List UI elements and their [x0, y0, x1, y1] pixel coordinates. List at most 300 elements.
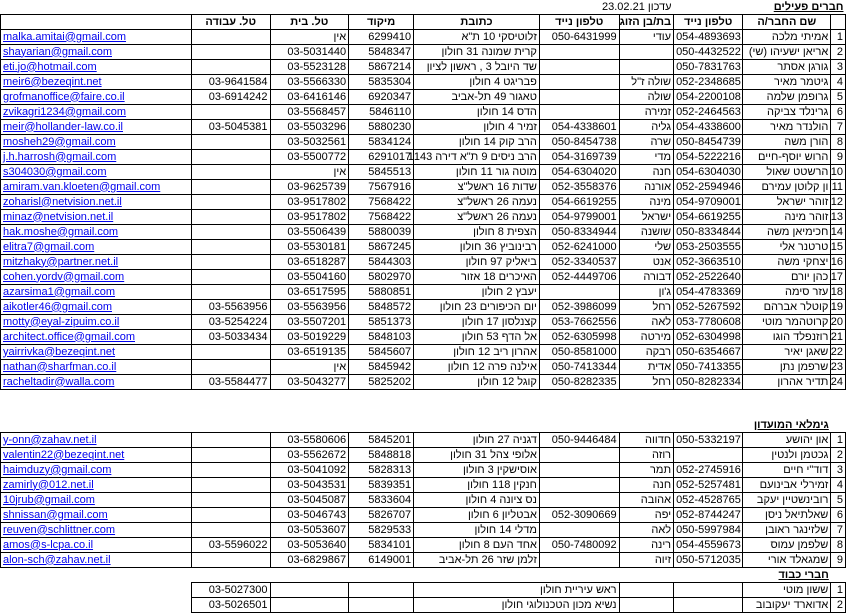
email-link[interactable]: yairrivka@bezeqint.net — [3, 345, 116, 358]
home-phone: 03-5032561 — [270, 135, 349, 150]
email — [1, 90, 192, 105]
work-phone — [191, 553, 270, 568]
spouse-name: לאה — [619, 315, 674, 330]
email-link[interactable]: mosheh29@gmail.com — [3, 135, 116, 148]
home-phone: 03-5562672 — [270, 448, 349, 463]
email-link[interactable]: meir6@bezeqint.net — [3, 75, 102, 88]
row-number: 22 — [831, 345, 846, 360]
home-phone: 03-5563956 — [270, 300, 349, 315]
mobile-phone: 052-8744247 — [674, 508, 743, 523]
email-link[interactable]: cohen.yordv@gmail.com — [3, 270, 125, 283]
work-phone — [191, 270, 270, 285]
table-row — [1, 255, 846, 270]
mobile-phone: 050-5997984 — [674, 523, 743, 538]
spouse-mobile: 052-4449706 — [539, 270, 619, 285]
zip-code: 5845513 — [349, 165, 414, 180]
row-number: 21 — [831, 330, 846, 345]
member-name: רוזנפלד הוגו — [743, 330, 831, 345]
zip-code: 5848103 — [349, 330, 414, 345]
email-link[interactable]: motty@eyal-zipuim.co.il — [3, 315, 120, 328]
address: זלוטיסקי 10 ת"א — [414, 30, 540, 45]
row-number: 3 — [831, 463, 846, 478]
spouse-name: רבקה — [619, 345, 674, 360]
zip-code: 7567916 — [349, 180, 414, 195]
address: נעמה 26 ראשל"צ — [414, 210, 540, 225]
email — [1, 538, 192, 553]
email-link[interactable]: racheltadir@walla.com — [3, 375, 115, 388]
address: זמיר 4 חולון — [414, 120, 540, 135]
blank — [270, 583, 349, 598]
work-phone — [191, 255, 270, 270]
member-name: זמירלי אבינועם — [743, 478, 831, 493]
table-row — [1, 90, 846, 105]
email-link[interactable]: j.h.harrosh@gmail.com — [3, 150, 117, 163]
spouse-mobile: 050-7480092 — [539, 538, 619, 553]
table-row — [1, 508, 846, 523]
spouse-name: ישראל — [619, 210, 674, 225]
address: קרית שמונה 31 חולון — [414, 45, 540, 60]
blank — [1, 418, 620, 433]
blank — [1, 583, 192, 598]
member-name: ששון מוטי — [743, 583, 831, 598]
home-phone: 03-5041092 — [270, 463, 349, 478]
email — [1, 478, 192, 493]
zip-code: 6920347 — [349, 90, 414, 105]
mobile-phone — [674, 448, 743, 463]
address: אלופי צהל 31 חולון — [414, 448, 540, 463]
email — [1, 255, 192, 270]
table-row — [1, 225, 846, 240]
home-phone: 03-5053607 — [270, 523, 349, 538]
email-link[interactable]: azarsima1@gmail.com — [3, 285, 116, 298]
mobile-phone: 052-4528765 — [674, 493, 743, 508]
home-phone: אין — [270, 30, 349, 45]
spouse-mobile — [539, 523, 619, 538]
address: פבריגט 4 חולון — [414, 75, 540, 90]
table-row — [1, 463, 846, 478]
email — [1, 105, 192, 120]
mobile-phone: 050-5332197 — [674, 433, 743, 448]
spouse-mobile: 050-8581000 — [539, 345, 619, 360]
row-number: 3 — [831, 60, 846, 75]
email-link[interactable]: amiram.van.kloeten@gmail.com — [3, 180, 161, 193]
address: מדלי 14 חולון — [414, 523, 540, 538]
zip-code: 5802970 — [349, 270, 414, 285]
table-row — [1, 538, 846, 553]
work-phone: 03-5596022 — [191, 538, 270, 553]
table-row — [1, 345, 846, 360]
email-link[interactable]: architect.office@gmail.com — [3, 330, 136, 343]
home-phone: 03-5046743 — [270, 508, 349, 523]
zip-code: 5845942 — [349, 360, 414, 375]
home-phone: 03-6518287 — [270, 255, 349, 270]
address: הרב ניסים 9 ת"א דירה 1143 — [414, 150, 540, 165]
email-link[interactable]: minaz@netvision.net.il — [3, 210, 114, 223]
spouse-mobile: 050-8454738 — [539, 135, 619, 150]
work-phone — [191, 433, 270, 448]
member-name: אמיתי מלכה — [743, 30, 831, 45]
update-date: 23.02.21 — [602, 0, 645, 13]
table-row — [1, 270, 846, 285]
spouse-mobile: 052-6241000 — [539, 240, 619, 255]
spouse-name: זמירה — [619, 105, 674, 120]
column-header: שם החבר/ה — [743, 15, 831, 30]
address: אהרון ריב 12 חולון — [414, 345, 540, 360]
email — [1, 493, 192, 508]
spouse-mobile: 053-7662556 — [539, 315, 619, 330]
home-phone: 03-5568457 — [270, 105, 349, 120]
spouse-name: רוזה — [619, 448, 674, 463]
work-phone — [191, 60, 270, 75]
spacer-row — [1, 390, 846, 405]
row-number: 2 — [831, 45, 846, 60]
home-phone: 03-5031440 — [270, 45, 349, 60]
column-header — [831, 15, 846, 30]
row-number: 14 — [831, 225, 846, 240]
zip-code: 5828313 — [349, 463, 414, 478]
home-phone: 03-5503296 — [270, 120, 349, 135]
address: אילנה פרה 12 חולון — [414, 360, 540, 375]
zip-code: 5880230 — [349, 120, 414, 135]
member-name: שאגן יאיר — [743, 345, 831, 360]
blank — [1, 404, 846, 418]
zip-code: 5825202 — [349, 375, 414, 390]
table-row — [1, 330, 846, 345]
email — [1, 120, 192, 135]
address: דגניה 27 חולון — [414, 433, 540, 448]
row-number: 19 — [831, 300, 846, 315]
member-name: שלזינגר ראובן — [743, 523, 831, 538]
email-link[interactable]: alon-sch@zahav.net.il — [3, 553, 111, 566]
row-number: 1 — [831, 583, 846, 598]
email-link[interactable]: haimduzy@gmail.com — [3, 463, 112, 476]
row-number: 6 — [831, 508, 846, 523]
work-phone: 03-5033434 — [191, 330, 270, 345]
email-link[interactable]: amos@s-lcpa.co.il — [3, 538, 94, 551]
member-name: גכטמן ולנטין — [743, 448, 831, 463]
home-phone: 03-5500772 — [270, 150, 349, 165]
zip-code: 6291017 — [349, 150, 414, 165]
column-header — [1, 15, 192, 30]
home-phone: 03-5566330 — [270, 75, 349, 90]
table-row — [1, 30, 846, 45]
work-phone — [191, 478, 270, 493]
member-name: זוהר מינה — [743, 210, 831, 225]
mobile-phone: 052-2464563 — [674, 105, 743, 120]
table-row — [1, 448, 846, 463]
work-phone — [191, 448, 270, 463]
address: אוסישקין 3 חולון — [414, 463, 540, 478]
work-phone — [191, 135, 270, 150]
mobile-phone: 053-2503555 — [674, 240, 743, 255]
spouse-mobile: 050-7413344 — [539, 360, 619, 375]
spouse-name: אהובה — [619, 493, 674, 508]
email-link[interactable]: zoharisl@netvision.net.il — [3, 195, 122, 208]
address: שדות 16 ראשל"צ — [414, 180, 540, 195]
row-number: 8 — [831, 135, 846, 150]
address: קצנלסון 17 חולון — [414, 315, 540, 330]
row-number: 5 — [831, 493, 846, 508]
spouse-name: תמר — [619, 463, 674, 478]
home-phone: 03-9517802 — [270, 210, 349, 225]
home-phone: 03-5019229 — [270, 330, 349, 345]
member-name: דוד"י חיים — [743, 463, 831, 478]
work-phone — [191, 285, 270, 300]
home-phone: 03-6517595 — [270, 285, 349, 300]
update-label: עדכון — [647, 0, 672, 13]
row-number: 2 — [831, 598, 846, 613]
title-row — [1, 0, 846, 15]
blank — [1, 598, 192, 613]
member-name: הרוש יוסף-חיים — [743, 150, 831, 165]
mobile-phone: 050-4432522 — [674, 45, 743, 60]
zip-code: 5839351 — [349, 478, 414, 493]
email — [1, 195, 192, 210]
mobile-phone: 053-7780608 — [674, 315, 743, 330]
blank — [349, 583, 414, 598]
table-row — [1, 598, 846, 613]
email-link[interactable]: meir@hollander-law.co.il — [3, 120, 123, 133]
spouse-name: שולה — [619, 90, 674, 105]
spouse-name: מדי — [619, 150, 674, 165]
row-number: 7 — [831, 523, 846, 538]
member-name: עזר סימה — [743, 285, 831, 300]
table-row — [1, 75, 846, 90]
spouse-mobile — [539, 285, 619, 300]
address: אל הדף 53 חולון — [414, 330, 540, 345]
member-name: זוהר ישראל — [743, 195, 831, 210]
mobile-phone: 052-2348685 — [674, 75, 743, 90]
member-name: אדוארד יעקובוב — [743, 598, 831, 613]
spouse-mobile — [539, 75, 619, 90]
blank — [674, 598, 743, 613]
home-phone: 03-6416146 — [270, 90, 349, 105]
column-header: כתובת — [414, 15, 540, 30]
email-link[interactable]: elitra7@gmail.com — [3, 240, 95, 253]
row-number: 9 — [831, 553, 846, 568]
spouse-name: רחל — [619, 300, 674, 315]
spouse-mobile: 050-8282335 — [539, 375, 619, 390]
member-name: אריאן ישעיהו (שי) — [743, 45, 831, 60]
email — [1, 30, 192, 45]
work-phone — [191, 150, 270, 165]
email-link[interactable]: zamirly@012.net.il — [3, 478, 94, 491]
blank — [619, 583, 674, 598]
email-link[interactable]: zvikagri1234@gmail.com — [3, 105, 127, 118]
row-number: 11 — [831, 180, 846, 195]
email-link[interactable]: hak.moshe@gmail.com — [3, 225, 119, 238]
work-phone — [191, 210, 270, 225]
email-link[interactable]: aikotler46@gmail.com — [3, 300, 112, 313]
email-link[interactable]: malka.amitai@gmail.com — [3, 30, 127, 43]
home-phone: 03-5045087 — [270, 493, 349, 508]
mobile-phone: 052-5257481 — [674, 478, 743, 493]
work-phone: 03-6914242 — [191, 90, 270, 105]
row-number: 13 — [831, 210, 846, 225]
row-number: 18 — [831, 285, 846, 300]
spouse-mobile: 054-4338601 — [539, 120, 619, 135]
member-name: שלפמן עמוס — [743, 538, 831, 553]
blank — [674, 583, 743, 598]
table-row — [1, 478, 846, 493]
address: יום הכיפורים 23 חולון — [414, 300, 540, 315]
email-link[interactable]: mitzhaky@partner.net.il — [3, 255, 119, 268]
email — [1, 150, 192, 165]
blank — [270, 598, 349, 613]
email-link[interactable]: reuven@schlittner.com — [3, 523, 116, 536]
zip-code: 5846110 — [349, 105, 414, 120]
column-header: טל. עבודה — [191, 15, 270, 30]
zip-code: 5826707 — [349, 508, 414, 523]
work-phone: 03-5027300 — [191, 583, 270, 598]
row-number: 1 — [831, 30, 846, 45]
email-link[interactable]: grofmanoffice@faire.co.il — [3, 90, 125, 103]
email-link[interactable]: shayarian@gmail.com — [3, 45, 112, 58]
table-row — [1, 180, 846, 195]
address: שד היובל 3 , ראשון לציון — [414, 60, 540, 75]
row-number: 24 — [831, 375, 846, 390]
email — [1, 345, 192, 360]
home-phone: 03-5530181 — [270, 240, 349, 255]
spouse-name: לאה — [619, 523, 674, 538]
table-row — [1, 105, 846, 120]
email — [1, 75, 192, 90]
email — [1, 375, 192, 390]
table-row — [1, 360, 846, 375]
work-phone: 03-9641584 — [191, 75, 270, 90]
mobile-phone: 054-4783369 — [674, 285, 743, 300]
zip-code: 5844303 — [349, 255, 414, 270]
column-header: טלפון נייד — [539, 15, 619, 30]
mobile-phone: 054-4893693 — [674, 30, 743, 45]
email — [1, 433, 192, 448]
address: קוגל 12 חולון — [414, 375, 540, 390]
section-title-row — [1, 568, 846, 583]
email-link[interactable]: nathan@sharfman.co.il — [3, 360, 117, 373]
table-row — [1, 523, 846, 538]
work-phone — [191, 493, 270, 508]
member-name: טרטנר אלי — [743, 240, 831, 255]
row-number: 6 — [831, 105, 846, 120]
update-info — [539, 0, 673, 15]
member-name: הרשטט שאול — [743, 165, 831, 180]
table-row — [1, 195, 846, 210]
spouse-mobile — [539, 60, 619, 75]
zip-code: 5880039 — [349, 225, 414, 240]
work-phone — [191, 463, 270, 478]
email — [1, 330, 192, 345]
home-phone: 03-5043531 — [270, 478, 349, 493]
home-phone: 03-5523128 — [270, 60, 349, 75]
mobile-phone: 052-2522640 — [674, 270, 743, 285]
mobile-phone: 052-2594946 — [674, 180, 743, 195]
row-number: 23 — [831, 360, 846, 375]
work-phone — [191, 508, 270, 523]
spouse-name: שושנה — [619, 225, 674, 240]
zip-code: 5848572 — [349, 300, 414, 315]
table-row — [1, 150, 846, 165]
home-phone: 03-5053640 — [270, 538, 349, 553]
email-link[interactable]: eti.jo@hotmail.com — [3, 60, 97, 73]
address: יעבץ 2 חולון — [414, 285, 540, 300]
home-phone: 03-5504160 — [270, 270, 349, 285]
row-number: 17 — [831, 270, 846, 285]
header-row — [1, 15, 846, 30]
zip-code: 7568422 — [349, 195, 414, 210]
spouse-name: מירטה — [619, 330, 674, 345]
spouse-mobile — [539, 45, 619, 60]
row-number: 10 — [831, 165, 846, 180]
member-name: גרופמן שלמה — [743, 90, 831, 105]
spouse-name: יפה — [619, 508, 674, 523]
blank — [831, 568, 846, 583]
home-phone: 03-9625739 — [270, 180, 349, 195]
blank — [349, 598, 414, 613]
home-phone: אין — [270, 165, 349, 180]
zip-code: 5867245 — [349, 240, 414, 255]
member-name: רובינשטיין יעקב — [743, 493, 831, 508]
work-phone — [191, 165, 270, 180]
table-row — [1, 285, 846, 300]
mobile-phone: 050-7831763 — [674, 60, 743, 75]
mobile-phone: 052-6304998 — [674, 330, 743, 345]
member-name: גרינלד צביקה — [743, 105, 831, 120]
spouse-mobile — [539, 448, 619, 463]
email — [1, 240, 192, 255]
email — [1, 165, 192, 180]
blank — [1, 568, 620, 583]
table-row — [1, 135, 846, 150]
home-phone: 03-6829867 — [270, 553, 349, 568]
email-link[interactable]: y-onn@zahav.net.il — [3, 433, 97, 446]
email — [1, 285, 192, 300]
member-name: הורן משה — [743, 135, 831, 150]
home-phone: 03-5507201 — [270, 315, 349, 330]
spouse-name: חנה — [619, 478, 674, 493]
mobile-phone: 050-5712035 — [674, 553, 743, 568]
email — [1, 523, 192, 538]
email-link[interactable]: shnissan@gmail.com — [3, 508, 108, 521]
work-phone — [191, 225, 270, 240]
row-number: 16 — [831, 255, 846, 270]
member-name: קוטלר אברהם — [743, 300, 831, 315]
spouse-mobile: 054-3169739 — [539, 150, 619, 165]
spouse-name: שולה ז"ל — [619, 75, 674, 90]
member-name: שרפמן נתן — [743, 360, 831, 375]
email-link[interactable]: valentin22@bezeqint.net — [3, 448, 125, 461]
blank — [831, 418, 846, 433]
work-phone — [191, 105, 270, 120]
table-row — [1, 583, 846, 598]
member-name: גורגן אסתר — [743, 60, 831, 75]
home-phone: 03-9517802 — [270, 195, 349, 210]
address: זלמן שזר 26 תל-אביב — [414, 553, 540, 568]
table-row — [1, 433, 846, 448]
column-header: מיקוד — [349, 15, 414, 30]
spouse-mobile: 052-3986099 — [539, 300, 619, 315]
mobile-phone: 054-4338600 — [674, 120, 743, 135]
member-name: כהן יורם — [743, 270, 831, 285]
address: הדס 14 חולון — [414, 105, 540, 120]
email-link[interactable]: s304030@gmail.com — [3, 165, 107, 178]
email-link[interactable]: 10jrub@gmail.com — [3, 493, 95, 506]
mobile-phone: 052-5267592 — [674, 300, 743, 315]
spouse-mobile: 050-8334944 — [539, 225, 619, 240]
row-number: 4 — [831, 75, 846, 90]
mobile-phone: 054-2200108 — [674, 90, 743, 105]
row-number: 20 — [831, 315, 846, 330]
column-header: בת/בן הזוג — [619, 15, 674, 30]
